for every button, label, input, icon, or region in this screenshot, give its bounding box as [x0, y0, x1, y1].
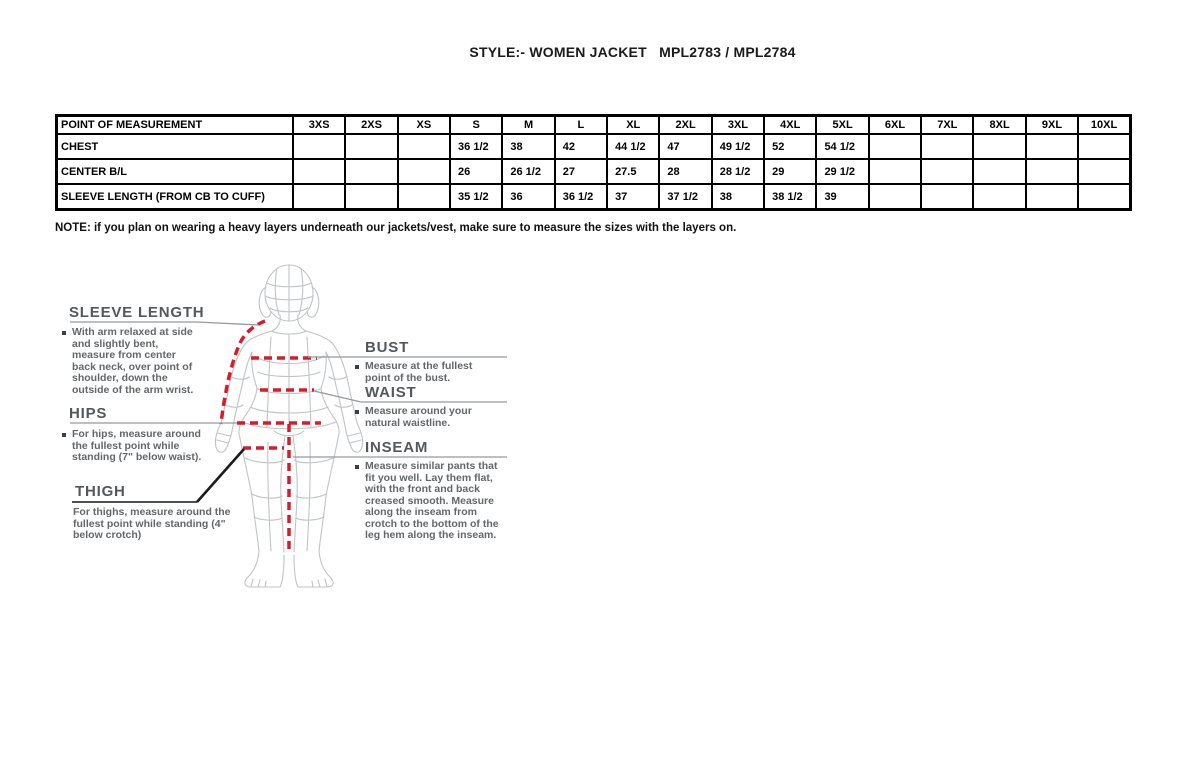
thigh-heading: THIGH [75, 483, 126, 500]
row-label: SLEEVE LENGTH (FROM CB TO CUFF) [57, 184, 294, 210]
size-value-cell: 35 1/2 [450, 184, 502, 210]
inseam-heading: INSEAM [365, 439, 429, 456]
instruction-text: For thighs, measure around the fullest point while standing (4" below crotch) [73, 506, 231, 541]
size-value-cell [345, 134, 397, 159]
hips-heading: HIPS [69, 405, 108, 422]
size-value-cell: 49 1/2 [712, 134, 764, 159]
inseam-instructions [355, 461, 510, 542]
size-value-cell: 36 [502, 184, 554, 210]
size-value-cell: 29 [764, 159, 816, 184]
sleeve-length-instructions [62, 327, 200, 396]
sleeve-length-connector [197, 322, 259, 325]
col-header-size: 8XL [973, 116, 1025, 135]
col-header-size: 6XL [869, 116, 921, 135]
bust-instructions [355, 361, 495, 384]
size-value-cell: 54 1/2 [816, 134, 868, 159]
col-header-size: XS [398, 116, 450, 135]
sleeve-length-heading: SLEEVE LENGTH [69, 304, 205, 321]
table-row [57, 184, 1131, 210]
size-value-cell [869, 134, 921, 159]
note-text: NOTE: if you plan on wearing a heavy layers underneath our jackets/vest, make sure to measure the sizes with the layers on. [55, 222, 737, 234]
col-header-size: L [555, 116, 607, 135]
row-label: CENTER B/L [57, 159, 294, 184]
bullet-icon [62, 331, 66, 335]
bullet-icon [355, 465, 359, 469]
size-value-cell: 52 [764, 134, 816, 159]
size-value-cell [398, 134, 450, 159]
size-value-cell: 42 [555, 134, 607, 159]
col-header-point-of-measurement: POINT OF MEASUREMENT [57, 116, 294, 135]
page-title: STYLE:- WOMEN JACKET MPL2783 / MPL2784 [469, 44, 796, 60]
col-header-size: 7XL [921, 116, 973, 135]
size-value-cell [973, 159, 1025, 184]
size-table [55, 114, 1132, 211]
col-header-size: 2XS [345, 116, 397, 135]
size-value-cell: 27 [555, 159, 607, 184]
size-value-cell [345, 184, 397, 210]
size-value-cell [1078, 184, 1130, 210]
col-header-size: 3XS [293, 116, 345, 135]
size-value-cell [973, 184, 1025, 210]
measurement-diagram [55, 255, 535, 605]
size-value-cell: 44 1/2 [607, 134, 659, 159]
size-value-cell: 26 [450, 159, 502, 184]
size-value-cell [345, 159, 397, 184]
col-header-size: XL [607, 116, 659, 135]
size-value-cell [293, 134, 345, 159]
size-value-cell [869, 159, 921, 184]
row-label: CHEST [57, 134, 294, 159]
size-value-cell: 37 1/2 [659, 184, 711, 210]
col-header-size: 4XL [764, 116, 816, 135]
waist-instructions [355, 406, 495, 429]
size-value-cell [921, 134, 973, 159]
instruction-text: Measure similar pants that fit you well. Lay them flat, with the front and back creased smooth. Measure along the inseam from crotch to the bottom of the leg hem along the inseam. [365, 460, 499, 541]
size-value-cell [1026, 159, 1078, 184]
size-value-cell [293, 184, 345, 210]
hips-instructions [62, 429, 212, 464]
col-header-size: 10XL [1078, 116, 1130, 135]
bullet-icon [355, 365, 359, 369]
size-value-cell: 39 [816, 184, 868, 210]
col-header-size: M [502, 116, 554, 135]
size-value-cell [921, 184, 973, 210]
instruction-text: Measure around your natural waistline. [365, 405, 472, 429]
col-header-size: 2XL [659, 116, 711, 135]
bust-heading: BUST [365, 339, 410, 356]
col-header-size: 9XL [1026, 116, 1078, 135]
instruction-text: Measure at the fullest point of the bust. [365, 360, 473, 384]
size-value-cell [1026, 134, 1078, 159]
size-value-cell: 36 1/2 [450, 134, 502, 159]
size-value-cell [1078, 134, 1130, 159]
size-value-cell [398, 184, 450, 210]
instruction-text: With arm relaxed at side and slightly bent, measure from center back neck, over point of shoulder, down the outside of the arm wrist. [72, 326, 194, 396]
instruction-text: For hips, measure around the fullest point while standing (7" below waist). [72, 428, 202, 463]
size-value-cell: 36 1/2 [555, 184, 607, 210]
size-value-cell: 37 [607, 184, 659, 210]
size-value-cell [293, 159, 345, 184]
size-value-cell [1078, 159, 1130, 184]
size-value-cell: 47 [659, 134, 711, 159]
col-header-size: 3XL [712, 116, 764, 135]
size-value-cell [973, 134, 1025, 159]
size-value-cell: 27.5 [607, 159, 659, 184]
col-header-size: S [450, 116, 502, 135]
bullet-icon [355, 410, 359, 414]
table-header-row [57, 116, 1131, 135]
size-value-cell: 26 1/2 [502, 159, 554, 184]
thigh-instructions [73, 507, 238, 542]
waist-heading: WAIST [365, 384, 417, 401]
bullet-icon [62, 433, 66, 437]
col-header-size: 5XL [816, 116, 868, 135]
size-value-cell: 38 [712, 184, 764, 210]
size-value-cell: 28 1/2 [712, 159, 764, 184]
size-value-cell: 28 [659, 159, 711, 184]
size-value-cell [398, 159, 450, 184]
table-row [57, 159, 1131, 184]
size-value-cell: 29 1/2 [816, 159, 868, 184]
size-value-cell: 38 [502, 134, 554, 159]
table-row [57, 134, 1131, 159]
size-value-cell [1026, 184, 1078, 210]
size-value-cell: 38 1/2 [764, 184, 816, 210]
size-value-cell [869, 184, 921, 210]
size-value-cell [921, 159, 973, 184]
